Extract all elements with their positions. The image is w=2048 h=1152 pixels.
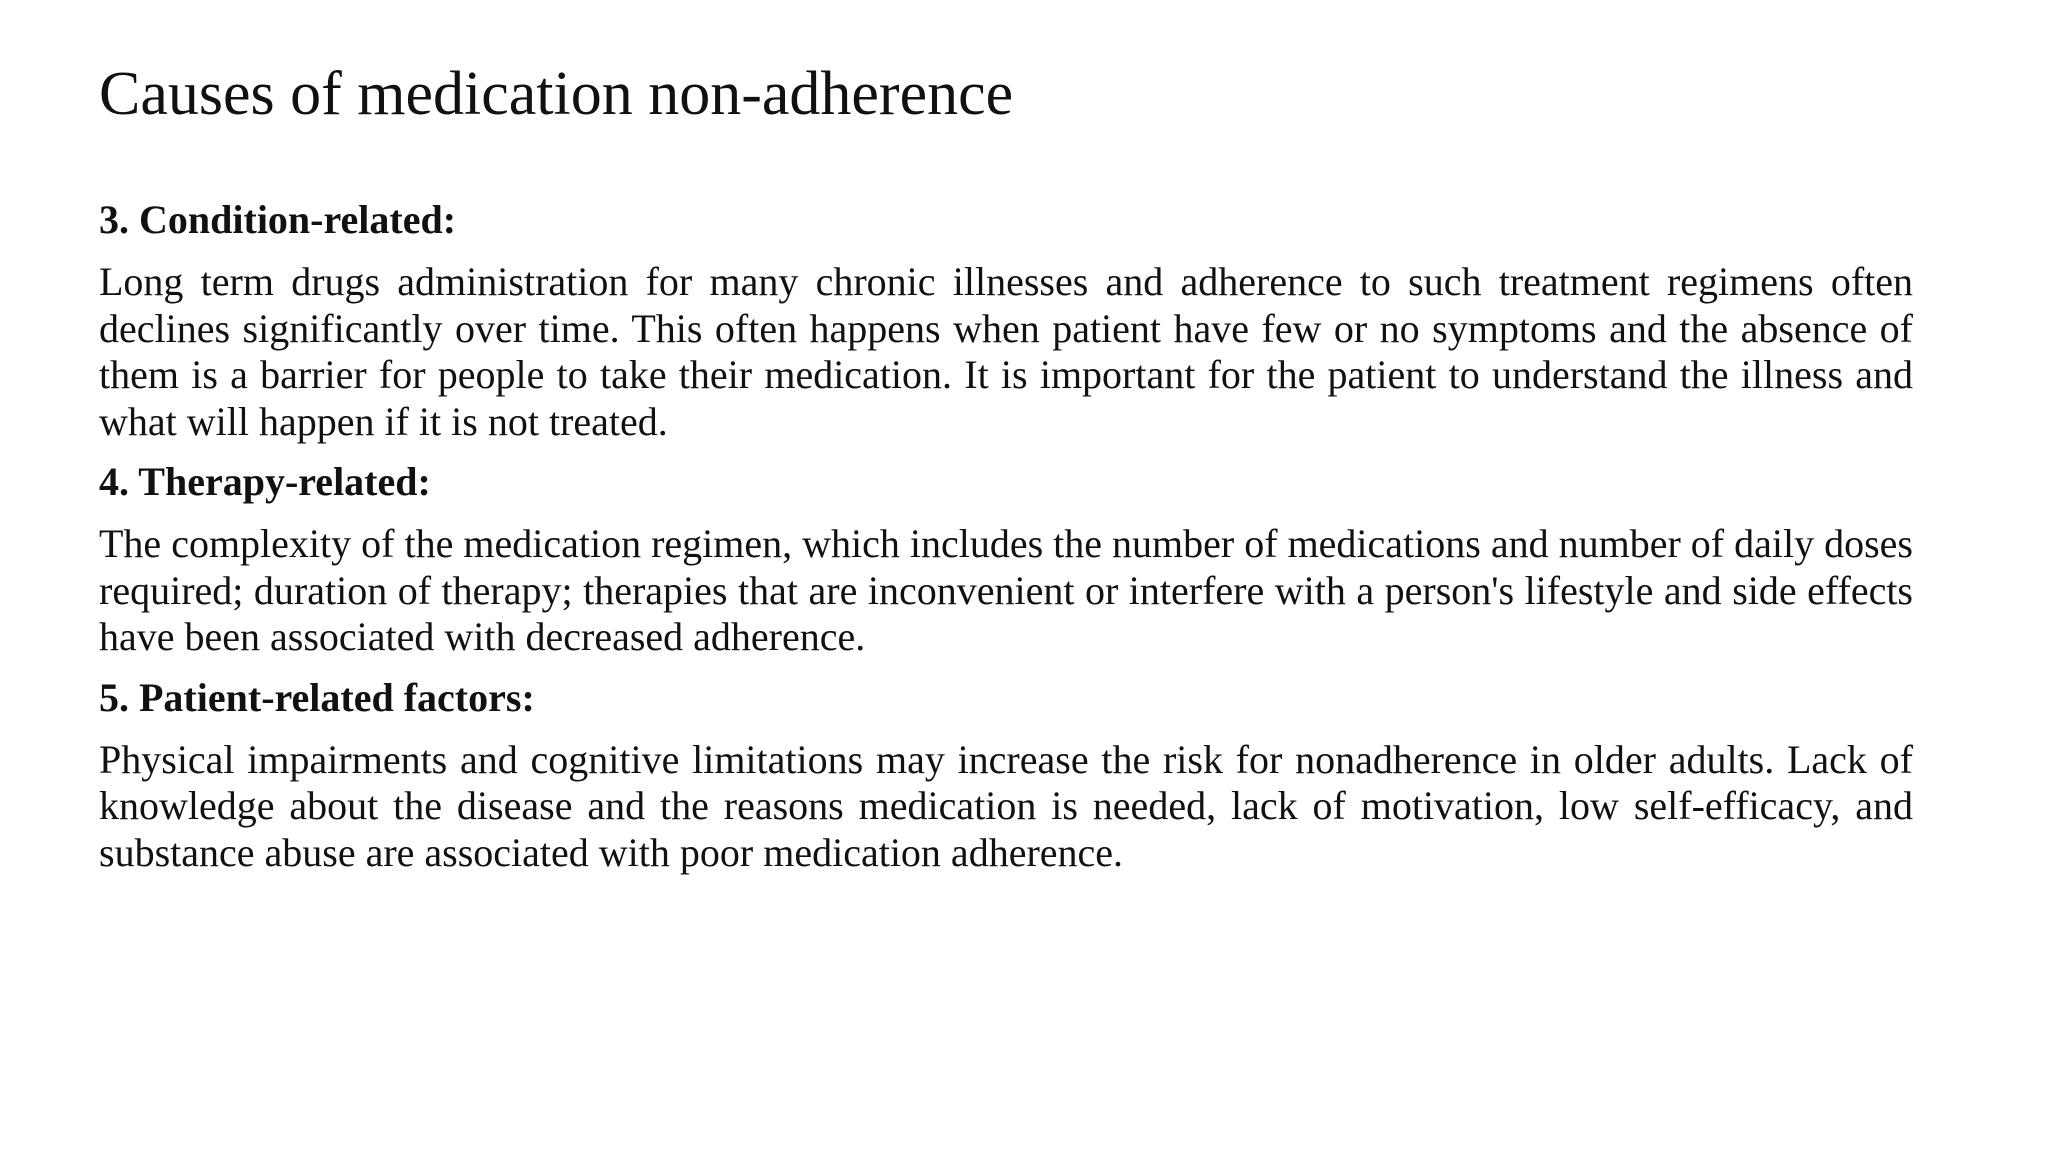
section-body: Physical impairments and cognitive limitations may increase the risk for nonadherence in older adults. Lack of knowledge about the disease and the reasons medication is needed, lack of motivation, low self-efficacy, and substance abuse are associated with poor medication adherence. — [99, 736, 1913, 875]
slide-title: Causes of medication non-adherence — [99, 60, 1014, 128]
section-heading: 4. Therapy-related: — [99, 459, 431, 504]
section-heading: 5. Patient-related factors: — [99, 674, 535, 720]
section-condition-related — [99, 195, 1913, 445]
section-therapy-related — [99, 457, 1913, 661]
section-heading: 3. Condition-related: — [99, 197, 457, 242]
section-body: Long term drugs administration for many chronic illnesses and adherence to such treatment regimens often declines significantly over time. This often happens when patient have few or no symptoms and the absence of them is a barrier for people to take their medication. It is important for the patient to understand the illness and what will happen if it is not treated. — [99, 259, 1913, 444]
slide-content — [99, 195, 1913, 888]
section-body: The complexity of the medication regimen, which includes the number of medications and number of daily doses required; duration of therapy; therapies that are inconvenient or interfere with a person's lifestyle and side effects have been associated with decreased adherence. — [99, 521, 1913, 659]
section-patient-related — [99, 673, 1913, 877]
